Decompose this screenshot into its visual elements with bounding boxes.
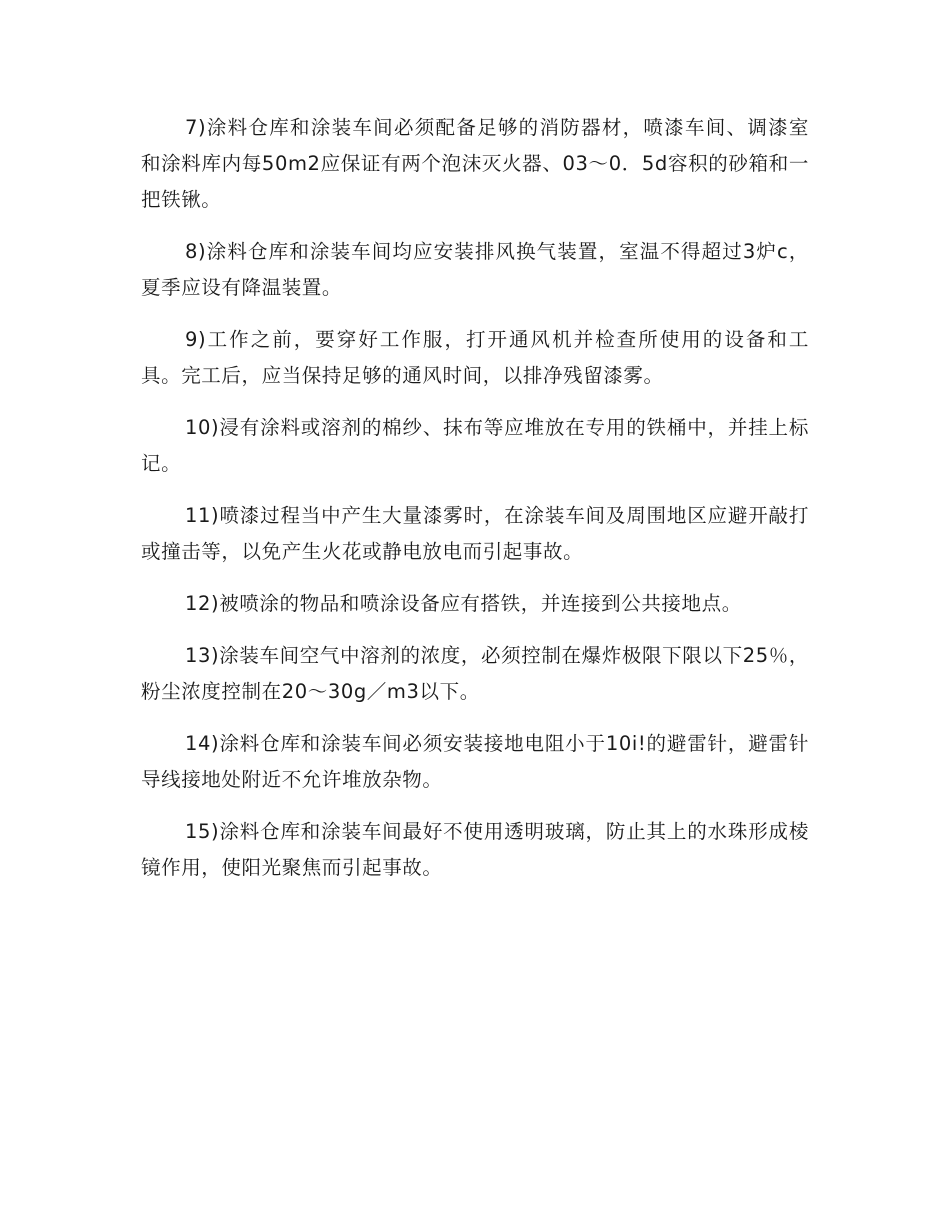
paragraph-item-8: 8)涂料仓库和涂装车间均应安装排风换气装置，室温不得超过3炉c，夏季应设有降温装置。: [141, 240, 809, 299]
paragraph-item-10: 10)浸有涂料或溶剂的棉纱、抹布等应堆放在专用的铁桶中，并挂上标记。: [141, 416, 809, 475]
paragraph-item-7: 7)涂料仓库和涂装车间必须配备足够的消防器材，喷漆车间、调漆室和涂料库内每50m2应保证有两个泡沫灭火器、03～0．5d容积的砂箱和一把铁锹。: [141, 116, 809, 211]
paragraph-item-14: 14)涂料仓库和涂装车间必须安装接地电阻小于10i!的避雷针，避雷针导线接地处附近不允许堆放杂物。: [141, 732, 809, 791]
paragraph-item-15: 15)涂料仓库和涂装车间最好不使用透明玻璃，防止其上的水珠形成棱镜作用，使阳光聚焦而引起事故。: [141, 820, 809, 879]
document-body: [141, 110, 809, 902]
paragraph-item-13: 13)涂装车间空气中溶剂的浓度，必须控制在爆炸极限下限以下25％，粉尘浓度控制在20～30g／m3以下。: [141, 644, 809, 703]
paragraph-item-11: 11)喷漆过程当中产生大量漆雾时，在涂装车间及周围地区应避开敲打或撞击等，以免产生火花或静电放电而引起事故。: [141, 504, 809, 563]
paragraph-item-12: 12)被喷涂的物品和喷涂设备应有搭铁，并连接到公共接地点。: [185, 592, 742, 615]
paragraph-item-9: 9)工作之前，要穿好工作服，打开通风机并检查所使用的设备和工具。完工后，应当保持足够的通风时间，以排净残留漆雾。: [141, 328, 809, 387]
